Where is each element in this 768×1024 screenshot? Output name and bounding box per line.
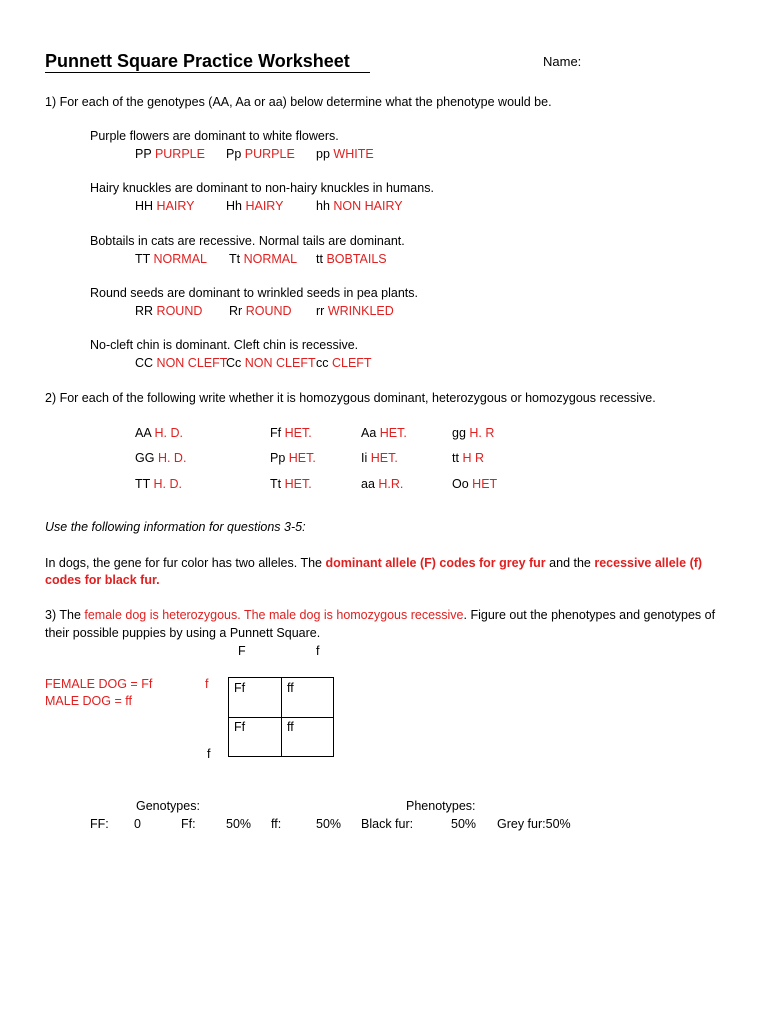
male-dog-genotype: MALE DOG = ff [45, 694, 132, 708]
q1-answer-4-3 [316, 304, 394, 318]
genotype: cc [316, 356, 329, 370]
zygosity-answer: H.R. [378, 477, 404, 491]
punnett-square [228, 677, 334, 757]
genotype: CC [135, 356, 154, 370]
genotype: tt [316, 252, 323, 266]
genotype: Aa [361, 426, 377, 440]
side-allele-1: f [205, 677, 209, 691]
info-line-1 [45, 556, 702, 570]
phenotype-answer: NON HAIRY [333, 199, 403, 213]
result-value: 0 [134, 817, 141, 831]
punnett-cell: ff [287, 681, 294, 695]
phenotype-answer: ROUND [156, 304, 203, 318]
q2-item [270, 426, 312, 440]
genotype: Ff [270, 426, 282, 440]
q2-item [135, 426, 183, 440]
result-value: 50% [226, 817, 252, 831]
name-label: Name: [543, 54, 582, 69]
q2-item [135, 477, 182, 491]
info-text: In dogs, the gene for fur color has two alleles. The [45, 556, 326, 570]
q2-item [361, 426, 407, 440]
zygosity-answer: H. R [469, 426, 495, 440]
genotype: rr [316, 304, 325, 318]
result-label: FF: [90, 817, 109, 831]
genotypes-label: Genotypes: [136, 799, 200, 813]
genotype: Tt [270, 477, 282, 491]
q1-answer-2-2 [226, 199, 283, 213]
phenotype-answer: CLEFT [331, 356, 372, 370]
q2-item [135, 451, 186, 465]
result-value: 50% [451, 817, 477, 831]
punnett-cell: Ff [234, 681, 246, 695]
q1-statement-2: Hairy knuckles are dominant to non-hairy knuckles in humans. [90, 181, 434, 195]
phenotype-answer: ROUND [245, 304, 292, 318]
phenotype-answer: WHITE [333, 147, 374, 161]
zygosity-answer: H R [462, 451, 484, 465]
q1-statement-4: Round seeds are dominant to wrinkled seeds in pea plants. [90, 286, 418, 300]
q3-text: . Figure out the phenotypes and genotypes of [463, 608, 716, 622]
zygosity-answer: HET [472, 477, 498, 491]
q2-item [452, 477, 497, 491]
phenotype-answer: PURPLE [244, 147, 295, 161]
phenotype-answer: NORMAL [243, 252, 298, 266]
q1-answer-2-3 [316, 199, 403, 213]
result-label: Grey fur: [497, 817, 546, 831]
phenotype-answer: PURPLE [154, 147, 205, 161]
punnett-cell: Ff [234, 720, 246, 734]
punnett-cell: ff [287, 720, 294, 734]
q3-prompt-line-1 [45, 608, 715, 622]
q2-item [452, 426, 494, 440]
genotype: aa [361, 477, 375, 491]
q1-answer-4-2 [229, 304, 292, 318]
phenotype-answer: NORMAL [153, 252, 208, 266]
result-value: 50% [545, 817, 571, 831]
zygosity-answer: H. D. [153, 477, 183, 491]
grey-fur-result [497, 817, 571, 831]
female-dog-genotype: FEMALE DOG = Ff [45, 677, 153, 691]
result-label: Ff: [181, 817, 196, 831]
q3-parents-text: female dog is heterozygous. The male dog is homozygous recessive [84, 608, 464, 622]
q1-answer-3-1 [135, 252, 207, 266]
dominant-allele-text: dominant allele (F) codes for grey fur [325, 556, 546, 570]
result-label: Black fur: [361, 817, 414, 831]
q3-prompt-line-2: their possible puppies by using a Punnett Square. [45, 626, 321, 640]
result-label: ff: [271, 817, 282, 831]
q2-item [361, 451, 398, 465]
zygosity-answer: H. D. [154, 426, 183, 440]
phenotype-answer: WRINKLED [327, 304, 394, 318]
q1-statement-3: Bobtails in cats are recessive. Normal tails are dominant. [90, 234, 405, 248]
grid-divider [229, 717, 333, 718]
top-allele-1: F [238, 644, 246, 658]
zygosity-answer: HET. [284, 477, 312, 491]
side-allele-2: f [207, 747, 211, 761]
q1-answer-row-1 [135, 147, 205, 161]
q2-item [270, 451, 316, 465]
genotype: tt [452, 451, 459, 465]
q1-statement-1: Purple flowers are dominant to white flowers. [90, 129, 339, 143]
zygosity-answer: H. D. [157, 451, 187, 465]
phenotypes-label: Phenotypes: [406, 799, 476, 813]
q1-statement-5: No-cleft chin is dominant. Cleft chin is recessive. [90, 338, 359, 352]
genotype: TT [135, 477, 151, 491]
genotype: Pp [270, 451, 286, 465]
info-intro: Use the following information for questions 3-5: [45, 520, 306, 534]
q2-item [361, 477, 403, 491]
genotype: AA [135, 426, 151, 440]
q1-answer-1-2 [226, 147, 295, 161]
info-line-2: codes for black fur. [45, 573, 160, 587]
result-value: 50% [316, 817, 342, 831]
recessive-allele-text: recessive allele (f) [594, 556, 703, 570]
q2-item [270, 477, 312, 491]
q1-answer-3-3 [316, 252, 387, 266]
q1-answer-1-3 [316, 147, 374, 161]
genotype: HH [135, 199, 154, 213]
genotype: gg [452, 426, 466, 440]
q1-prompt: 1) For each of the genotypes (AA, Aa or aa) below determine what the phenotype would be. [45, 95, 552, 109]
genotype: Hh [226, 199, 242, 213]
genotype: RR [135, 304, 154, 318]
zygosity-answer: HET. [370, 451, 398, 465]
zygosity-answer: HET. [379, 426, 407, 440]
q2-item [452, 451, 484, 465]
phenotype-answer: HAIRY [245, 199, 284, 213]
q3-label: 3) The [45, 608, 85, 622]
genotype: Cc [226, 356, 242, 370]
phenotype-answer: NON CLEFT [156, 356, 228, 370]
info-text-2: and the [545, 556, 595, 570]
q1-answer-5-2 [226, 356, 316, 370]
genotype: TT [135, 252, 151, 266]
genotype: Ii [361, 451, 368, 465]
genotype: hh [316, 199, 330, 213]
genotype: PP [135, 147, 152, 161]
q1-answer-2-1 [135, 199, 195, 213]
q1-answer-5-3 [316, 356, 372, 370]
q2-prompt: 2) For each of the following write whether it is homozygous dominant, heterozygous or homozygous recessive. [45, 391, 656, 405]
q1-answer-4-1 [135, 304, 202, 318]
genotype: Pp [226, 147, 242, 161]
zygosity-answer: HET. [288, 451, 316, 465]
page-title: Punnett Square Practice Worksheet [45, 50, 370, 73]
genotype: GG [135, 451, 155, 465]
q1-answer-5-1 [135, 356, 227, 370]
phenotype-answer: HAIRY [156, 199, 195, 213]
genotype: Oo [452, 477, 469, 491]
top-allele-2: f [316, 644, 320, 658]
genotype: Rr [229, 304, 243, 318]
q1-answer-3-2 [229, 252, 297, 266]
zygosity-answer: HET. [284, 426, 312, 440]
phenotype-answer: NON CLEFT [244, 356, 316, 370]
genotype: pp [316, 147, 330, 161]
phenotype-answer: BOBTAILS [326, 252, 387, 266]
genotype: Tt [229, 252, 241, 266]
